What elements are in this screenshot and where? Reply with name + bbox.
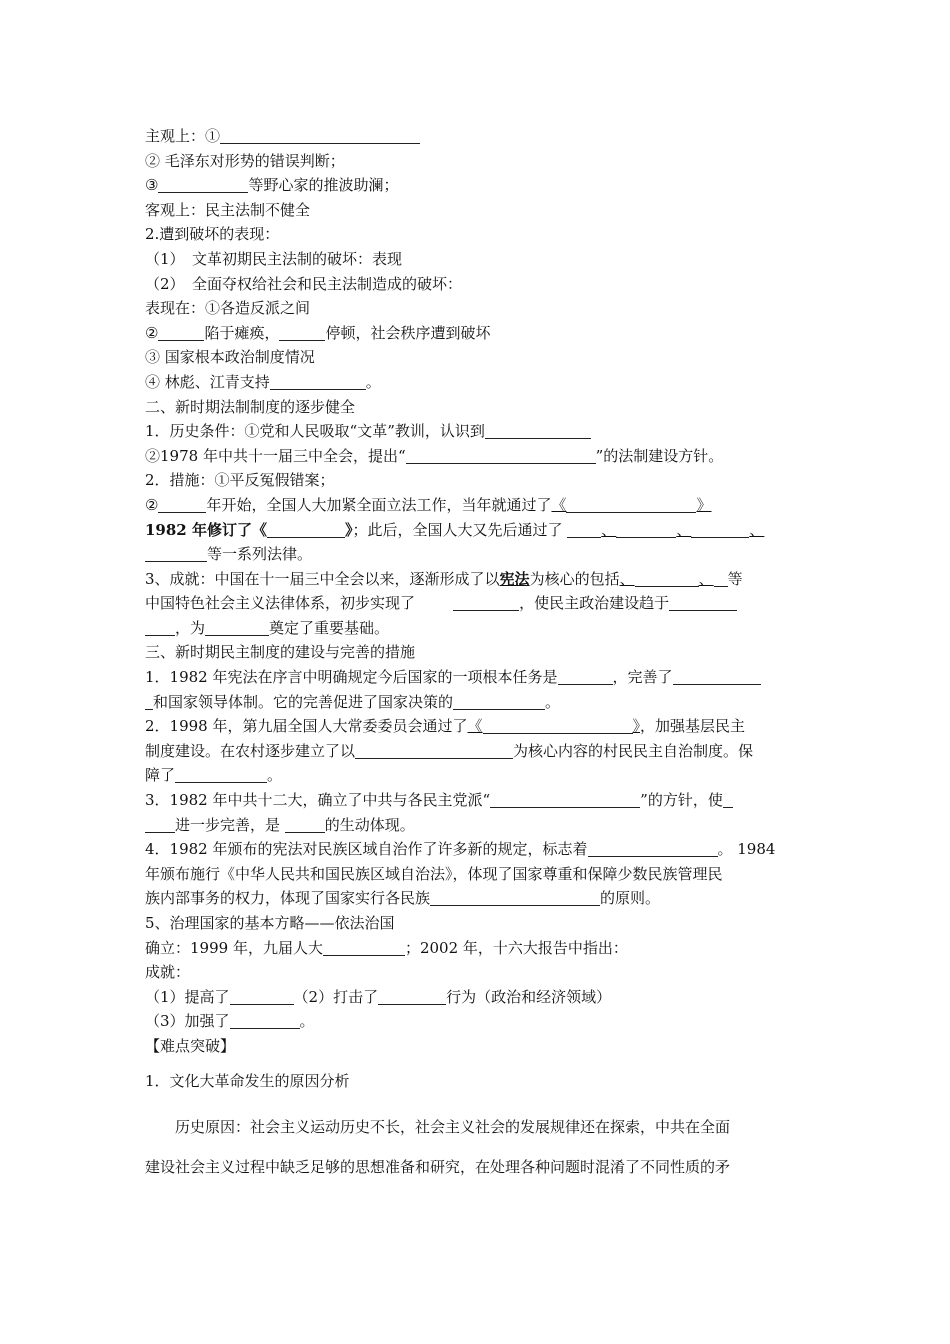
section-heading: 【难点突破】 [145,1036,236,1055]
doc-line: 成就： [145,963,191,982]
doc-line: ，为 奠定了重要基础。 [145,616,807,641]
fill-blank[interactable] [567,522,601,538]
fill-blank[interactable] [145,546,207,562]
doc-line: 4．1982 年颁布的宪法对民族区域自治作了许多新的规定，标志着 。 1984 [145,840,776,859]
fill-blank[interactable] [453,595,519,611]
fill-blank[interactable] [714,571,728,587]
doc-line: ③ 国家根本政治制度情况 [145,348,315,367]
doc-line: （1） 文革初期民主法制的破坏：表现 [145,249,403,268]
fill-blank[interactable] [453,694,545,710]
doc-line: 3．1982 年中共十二大，确立了中共与各民主党派“ ”的方针，使 [145,788,807,813]
doc-line: ②1978 年中共十一届三中全会，提出“ ”的法制建设方针。 [145,446,724,465]
doc-line: 2.遭到破坏的表现： [145,225,280,244]
doc-line: 2．1998 年，第九届全国人大常委委员会通过了《 》，加强基层民主 [145,717,746,736]
fill-blank[interactable] [230,989,294,1005]
fill-blank[interactable] [220,128,420,144]
fill-blank[interactable] [285,817,325,833]
fill-blank[interactable] [616,522,676,538]
fill-blank[interactable] [691,522,749,538]
fill-blank[interactable] [588,841,718,857]
fill-blank[interactable] [270,374,366,390]
doc-line: 三、新时期民主制度的建设与完善的措施 [145,643,416,662]
doc-line: 2．措施：①平反冤假错案； [145,471,335,490]
doc-line: 3、成就：中国在十一届三中全会以来，逐渐形成了以宪法为核心的包括、 、 等 [145,569,743,588]
doc-line: 进一步完善，是 的生动体现。 [145,813,807,838]
fill-blank[interactable] [490,792,640,808]
fill-blank[interactable] [566,497,696,513]
doc-line: ② 毛泽东对形势的错误判断； [145,151,345,170]
fill-blank[interactable] [723,792,733,808]
doc-line: ② 年开始，全国人大加紧全面立法工作，当年就通过了《 》 [145,495,712,514]
fill-blank[interactable] [673,669,761,685]
doc-line: 客观上：民主法制不健全 [145,200,311,219]
fill-blank[interactable] [205,620,269,636]
doc-line: 1．文化大革命发生的原因分析 [145,1071,350,1090]
fill-blank[interactable] [279,325,325,341]
fill-blank[interactable] [145,620,175,636]
doc-line: 确立：1999 年，九届人大 ；2002 年，十六大报告中指出： [145,938,628,957]
fill-blank[interactable] [145,817,175,833]
fill-blank[interactable] [145,694,153,710]
fill-blank[interactable] [158,177,248,193]
fill-blank[interactable] [635,571,699,587]
doc-line: 5、治理国家的基本方略——依法治国 [145,914,395,932]
doc-line: ③ 等野心家的推波助澜； [145,176,399,195]
doc-line: 和国家领导体制。它的完善促进了国家决策的 。 [145,690,807,715]
fill-blank[interactable] [430,890,600,906]
doc-line: （1）提高了 （2）打击了 行为（政治和经济领域） [145,987,612,1006]
doc-line: 障了 。 [145,766,283,785]
fill-blank[interactable] [355,743,513,759]
fill-blank[interactable] [158,497,206,513]
doc-line: 1．1982 年宪法在序言中明确规定今后国家的一项根本任务是 ，完善了 [145,665,807,690]
doc-line: 表现在：①各造反派之间 [145,299,311,318]
doc-line: （3）加强了 。 [145,1012,315,1031]
fill-blank[interactable] [267,522,345,538]
paragraph: 历史原因：社会主义运动历史不长，社会主义社会的发展规律还在探索，中共在全面 建设社会主义过程中缺乏足够的思想准备和研究，在处理各种问题时混淆了不同性质的矛 [145,1118,731,1177]
fill-blank[interactable] [175,767,267,783]
document-page [145,124,807,1187]
doc-line: 1982 年修订了《 》；此后，全国人大又先后通过了 、 、 、 [145,520,765,539]
fill-blank[interactable] [669,595,737,611]
fill-blank[interactable] [323,940,405,956]
fill-blank[interactable] [485,423,591,439]
fill-blank[interactable] [558,669,613,685]
doc-line: 年颁布施行《中华人民共和国民族区域自治法》，体现了国家尊重和保障少数民族管理民 [145,864,723,883]
fill-blank[interactable] [230,1013,300,1029]
doc-line: 主观上：① [145,124,807,149]
doc-line: 等一系列法律。 [145,542,807,567]
doc-line: ② 陷于瘫痪， 停顿，社会秩序遭到破坏 [145,323,491,342]
doc-line: 制度建设。在农村逐步建立了以 为核心内容的村民民主自治制度。保 [145,741,754,760]
fill-blank[interactable] [378,989,446,1005]
fill-blank[interactable] [406,448,596,464]
doc-line: ④ 林彪、江青支持 。 [145,372,381,391]
fill-blank[interactable] [483,718,633,734]
doc-line: 1．历史条件：①党和人民吸取“文革”教训，认识到 [145,419,807,444]
doc-line: 二、新时期法制制度的逐步健全 [145,397,356,416]
doc-line: 族内部事务的权力，体现了国家实行各民族 的原则。 [145,889,661,908]
doc-line: 中国特色社会主义法律体系，初步实现了 ，使民主政治建设趋于 [145,591,807,616]
fill-blank[interactable] [158,325,204,341]
doc-line: （2） 全面夺权给社会和民主法制造成的破坏： [145,274,463,293]
